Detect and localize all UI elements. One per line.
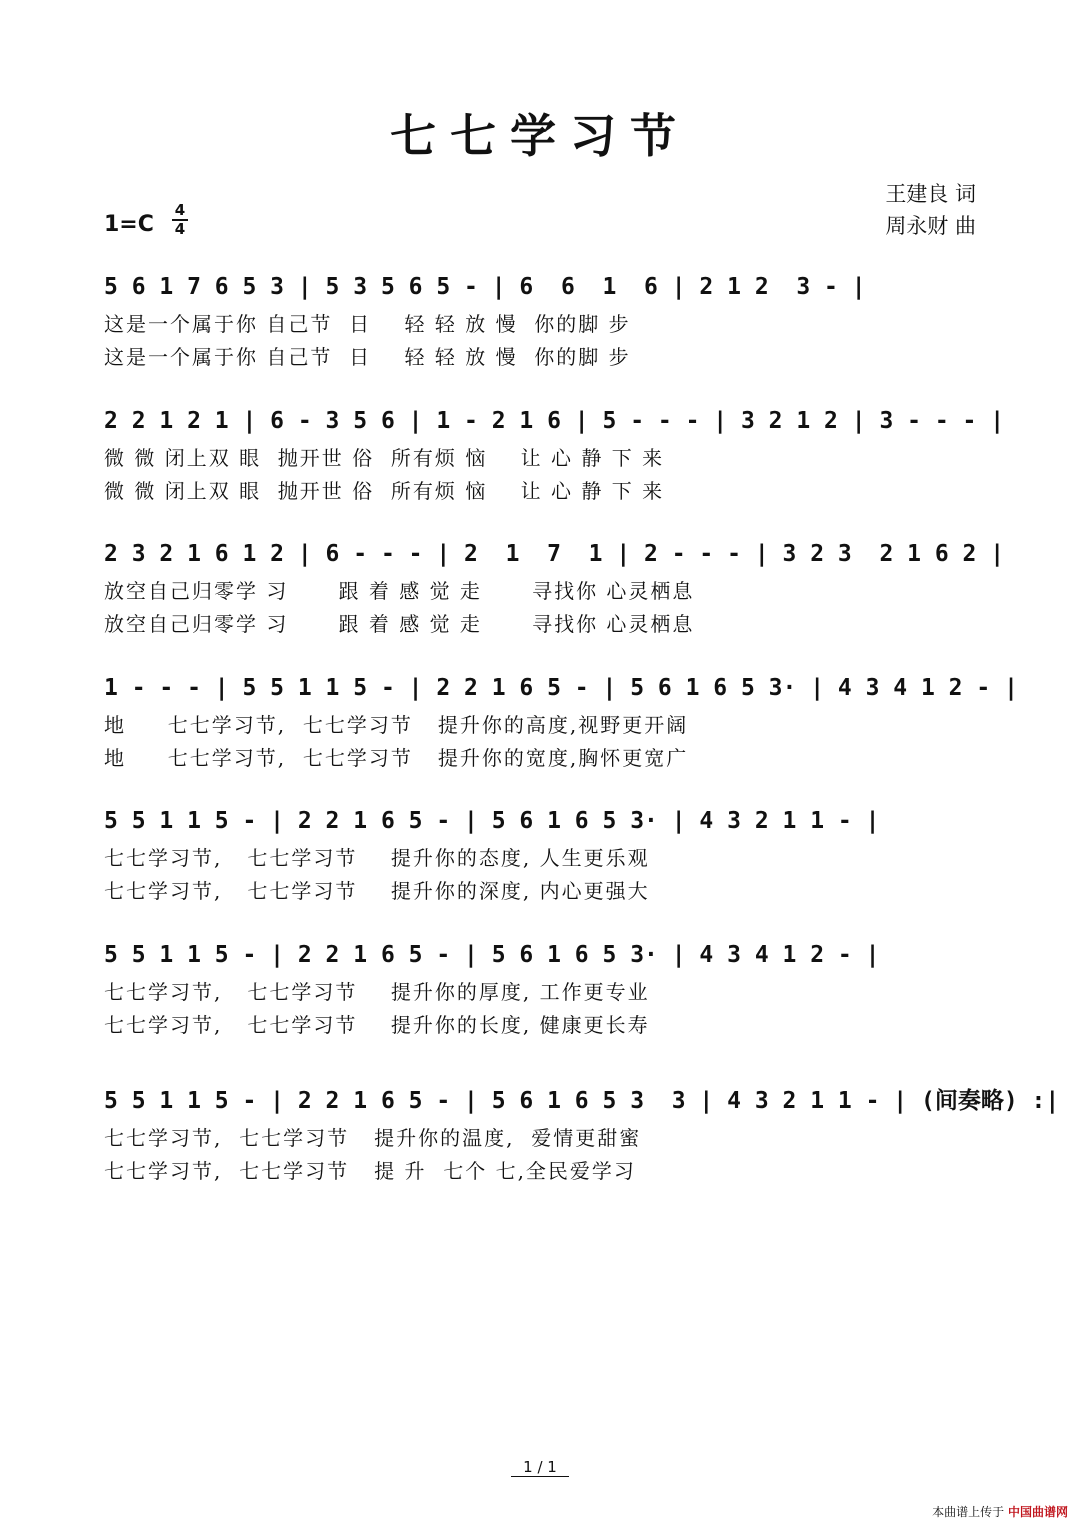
- score-system-4: [104, 667, 1018, 775]
- lyric-verse-2: 七七学习节, 七七学习节 提升你的长度, 健康更长寿: [104, 1013, 650, 1037]
- brand-logo[interactable]: 中国曲谱网: [1007, 1505, 1068, 1519]
- lyric-verse-2: 这是一个属于你 自己节 日 轻 轻 放 慢 你的脚 步: [104, 345, 631, 369]
- notation-line: 5 5 1 1 5 - | 2 2 1 6 5 - | 5 6 1 6 5 3· | 4 3 2 1 1 - |: [104, 808, 880, 834]
- time-sig-top: 4: [174, 201, 186, 219]
- notation-line: 5 5 1 1 5 - | 2 2 1 6 5 - | 5 6 1 6 5 3 3 | 4 3 2 1 1 - | (间奏略) :|: [104, 1088, 1060, 1114]
- notation-line: 1 - - - | 5 5 1 1 5 - | 2 2 1 6 5 - | 5 6 1 6 5 3· | 4 3 4 1 2 - |: [104, 675, 1018, 701]
- notation-line: 5 6 1 7 6 5 3 | 5 3 5 6 5 - | 6 6 1 6 | 2 1 2 3 - |: [104, 274, 866, 300]
- song-title: 七七学习节: [390, 109, 690, 163]
- page-number: 1 / 1: [511, 1458, 569, 1477]
- score-system-6: [104, 934, 984, 1042]
- score-system-2: [104, 400, 1005, 508]
- lyricist: 王建良 词: [885, 182, 976, 206]
- upload-credit: [932, 1503, 1068, 1520]
- lyric-verse-1: 这是一个属于你 自己节 日 轻 轻 放 慢 你的脚 步: [104, 312, 631, 336]
- lyric-verse-2: 微 微 闭上双 眼 抛开世 俗 所有烦 恼 让 心 静 下 来: [104, 479, 665, 503]
- lyric-verse-1: 地 七七学习节, 七七学习节 提升你的高度,视野更开阔: [104, 713, 689, 737]
- score-system-1: [104, 266, 984, 374]
- lyric-verse-2: 地 七七学习节, 七七学习节 提升你的宽度,胸怀更宽广: [104, 746, 689, 770]
- lyric-verse-1: 微 微 闭上双 眼 抛开世 俗 所有烦 恼 让 心 静 下 来: [104, 446, 665, 470]
- lyric-verse-2: 七七学习节, 七七学习节 提 升 七个 七,全民爱学习: [104, 1159, 636, 1183]
- lyric-verse-1: 七七学习节, 七七学习节 提升你的厚度, 工作更专业: [104, 980, 650, 1004]
- composer: 周永财 曲: [885, 214, 976, 238]
- upload-text: 本曲谱上传于: [932, 1505, 1005, 1519]
- score-system-7: [104, 1080, 1060, 1188]
- lyric-verse-1: 放空自己归零学 习 跟 着 感 觉 走 寻找你 心灵栖息: [104, 579, 695, 603]
- credits: [885, 178, 976, 242]
- lyric-verse-2: 放空自己归零学 习 跟 着 感 觉 走 寻找你 心灵栖息: [104, 612, 695, 636]
- notation-line: 2 3 2 1 6 1 2 | 6 - - - | 2 1 7 1 | 2 - - - | 3 2 3 2 1 6 2 |: [104, 541, 1005, 567]
- page-number-footer: [0, 1458, 1080, 1477]
- notation-line: 5 5 1 1 5 - | 2 2 1 6 5 - | 5 6 1 6 5 3· | 4 3 4 1 2 - |: [104, 942, 880, 968]
- time-sig-bottom: 4: [174, 220, 186, 238]
- lyric-verse-1: 七七学习节, 七七学习节 提升你的温度, 爱情更甜蜜: [104, 1126, 642, 1150]
- score-system-3: [104, 533, 1005, 641]
- lyric-verse-1: 七七学习节, 七七学习节 提升你的态度, 人生更乐观: [104, 846, 650, 870]
- time-signature: [172, 203, 188, 237]
- notation-line: 2 2 1 2 1 | 6 - 3 5 6 | 1 - 2 1 6 | 5 - - - | 3 2 1 2 | 3 - - - |: [104, 408, 1005, 434]
- key-signature: 1=C: [104, 212, 154, 237]
- score-system-5: [104, 800, 984, 908]
- lyric-verse-2: 七七学习节, 七七学习节 提升你的深度, 内心更强大: [104, 879, 650, 903]
